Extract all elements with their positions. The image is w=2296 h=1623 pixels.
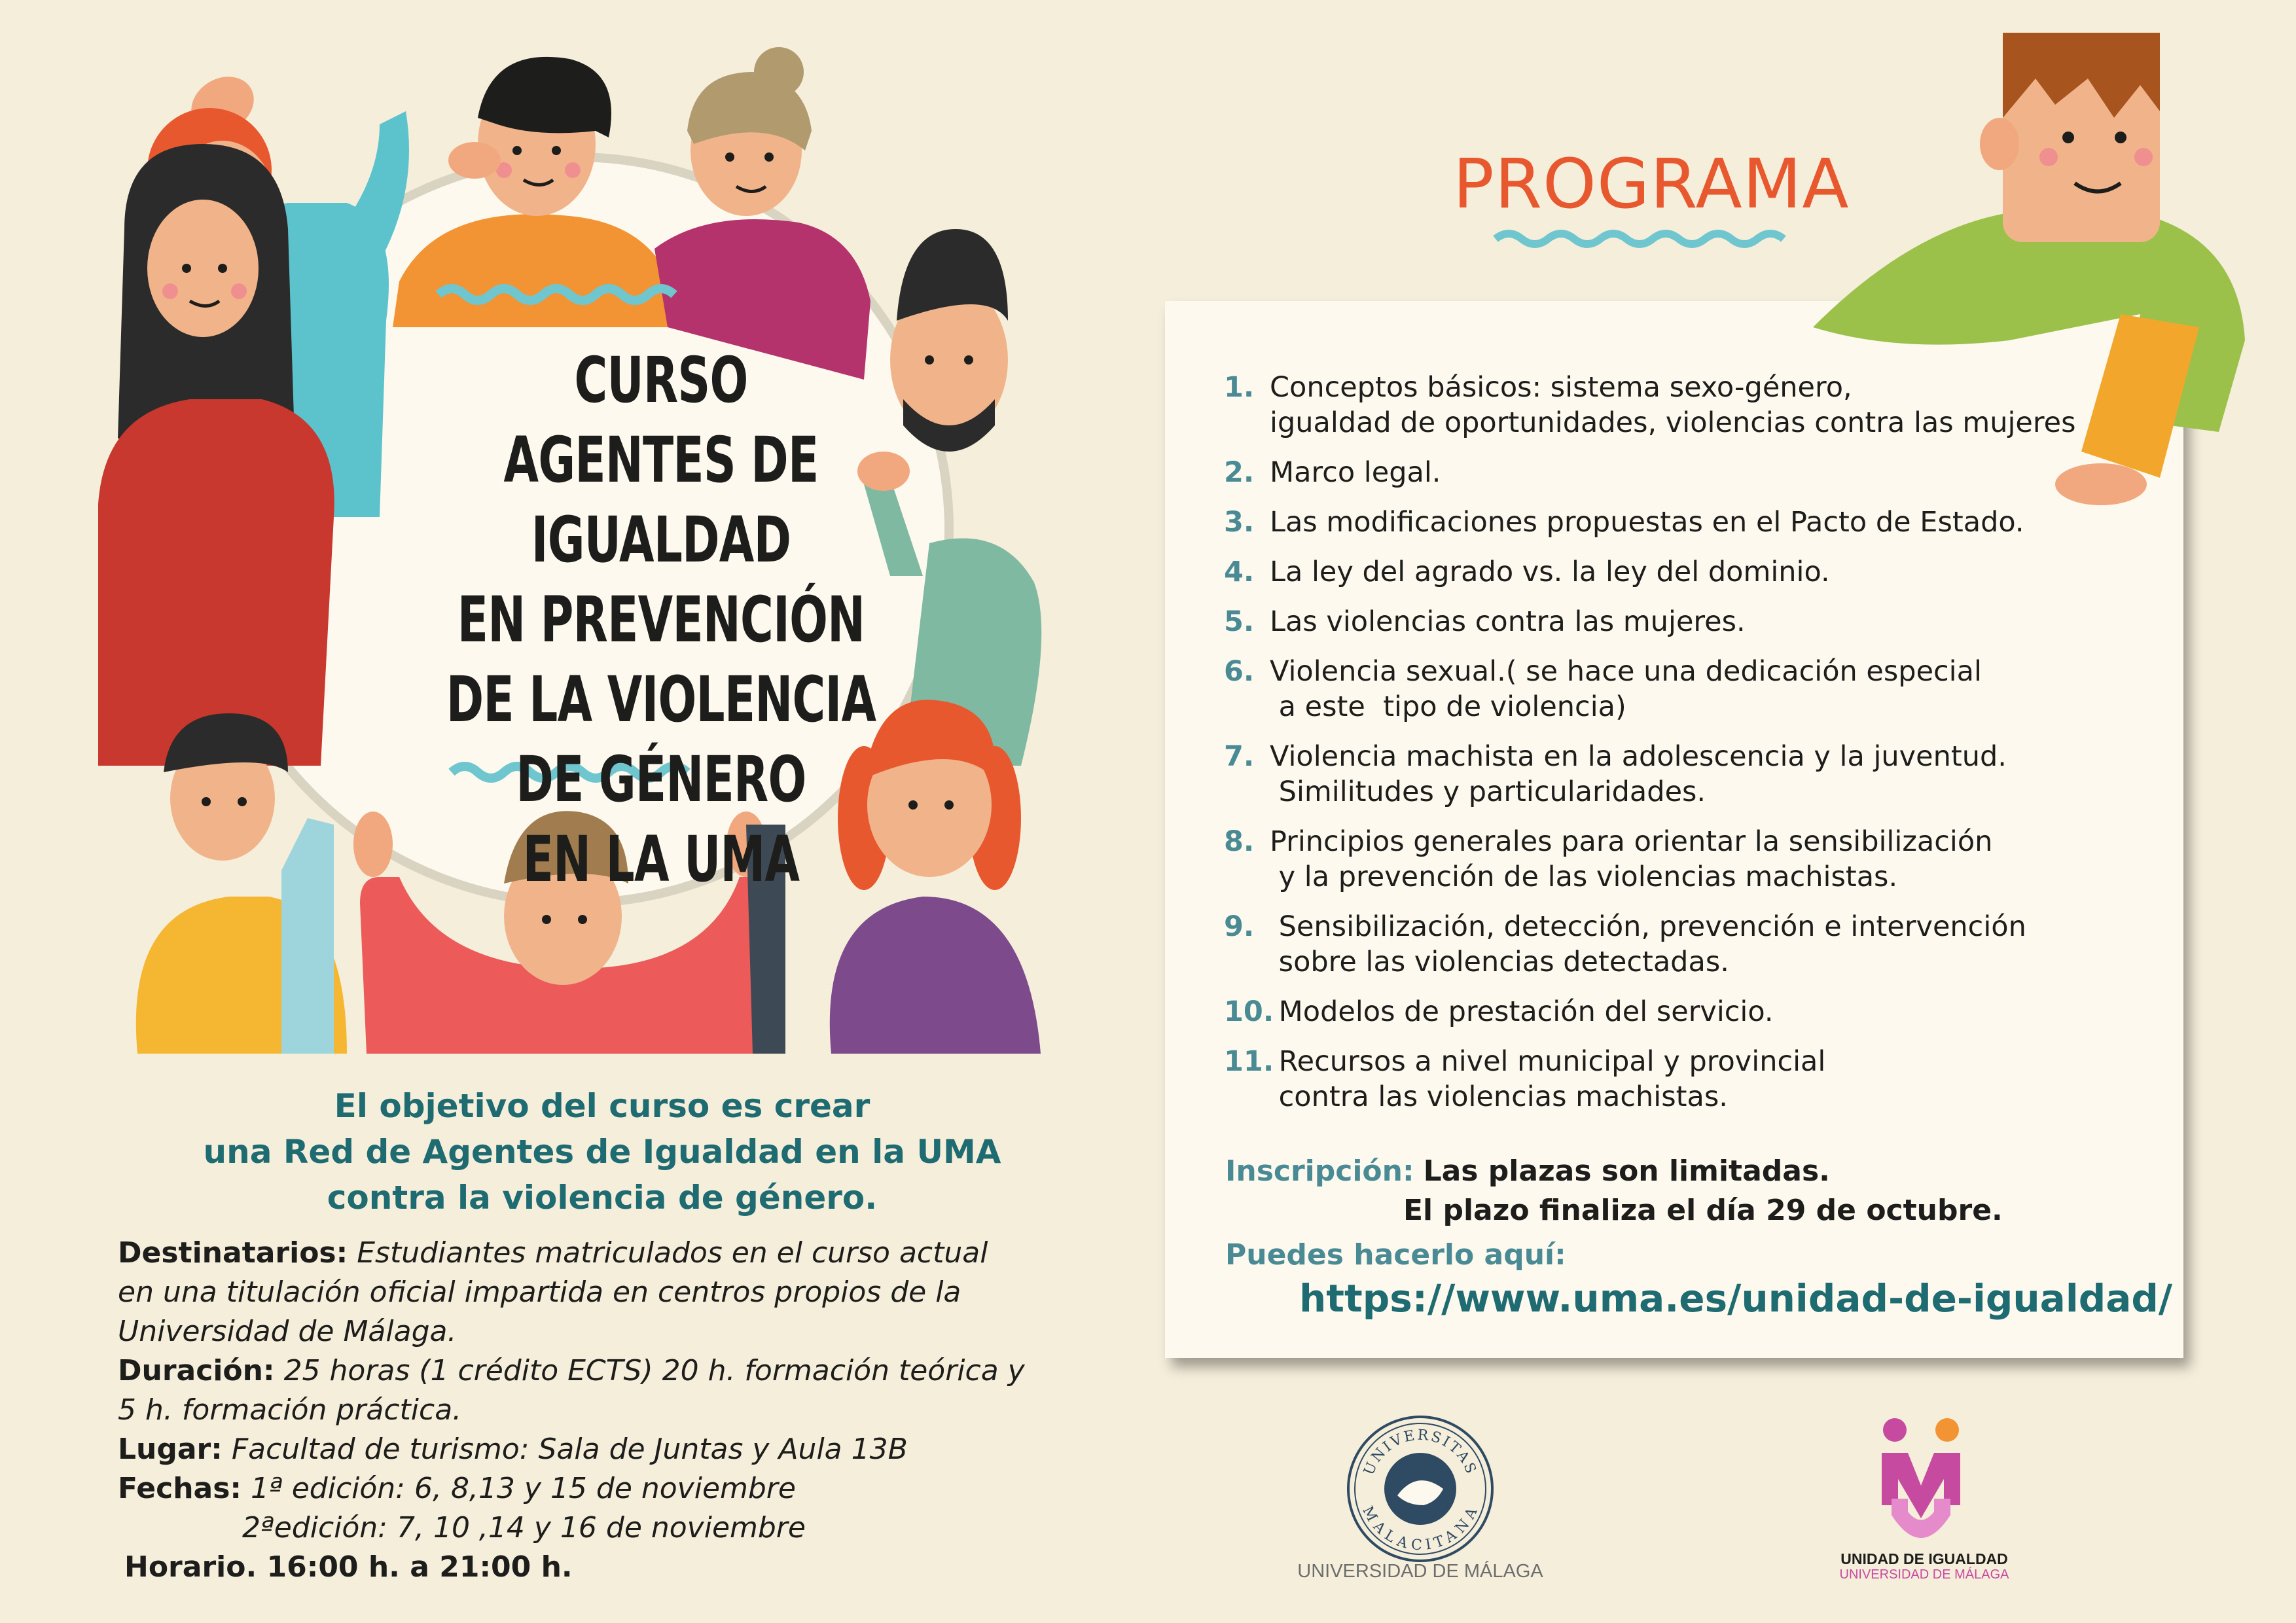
program-item-text: La ley del agrado vs. la ley del dominio. bbox=[1270, 556, 1830, 588]
program-item-text: Las violencias contra las mujeres. bbox=[1270, 605, 1746, 638]
program-item-text: a este tipo de violencia) bbox=[1270, 690, 1626, 723]
fechas-value: 1ª edición: 6, 8,13 y 15 de noviembre bbox=[251, 1472, 796, 1505]
course-details bbox=[118, 1234, 1047, 1587]
uma-seal-logo bbox=[1345, 1414, 1496, 1564]
duracion-row bbox=[118, 1351, 1047, 1391]
inscripcion-plazas: Las plazas son limitadas. bbox=[1423, 1154, 1830, 1188]
unidad-igualdad-subtitle: UNIVERSIDAD DE MÁLAGA bbox=[1839, 1567, 2009, 1582]
program-item bbox=[1224, 1044, 2179, 1115]
unidad-igualdad-logo bbox=[1875, 1414, 1967, 1544]
duracion-label: Duración: bbox=[118, 1354, 275, 1387]
unidad-igualdad-caption bbox=[1820, 1551, 2029, 1582]
program-item-number: 7. bbox=[1224, 740, 1255, 773]
program-item-number: 3. bbox=[1224, 506, 1255, 539]
objective-line: una Red de Agentes de Igualdad en la UMA bbox=[203, 1133, 1001, 1171]
program-item-number: 2. bbox=[1224, 456, 1255, 489]
destinatarios-value: en una titulación oficial impartida en centros propios de la bbox=[118, 1275, 961, 1309]
seal-text-bottom: MALACITANA bbox=[1359, 1503, 1482, 1554]
program-item-text: Similitudes y particularidades. bbox=[1270, 776, 1706, 808]
program-item-text: Las modificaciones propuestas en el Pacto de Estado. bbox=[1270, 506, 2024, 539]
program-item-text: igualdad de oportunidades, violencias contra las mujeres bbox=[1270, 406, 2076, 439]
course-title-line: EN LA UMA bbox=[522, 823, 800, 896]
objective-line: El objetivo del curso es crear bbox=[334, 1087, 870, 1125]
program-item bbox=[1224, 455, 2179, 490]
program-item-text: sobre las violencias detectadas. bbox=[1270, 946, 1729, 978]
program-item bbox=[1224, 654, 2179, 724]
program-item-number: 5. bbox=[1224, 605, 1255, 638]
course-objective bbox=[170, 1083, 1034, 1221]
objective-line: contra la violencia de género. bbox=[327, 1179, 878, 1217]
wave-programa-decoration bbox=[1492, 226, 1793, 252]
program-item-text: Sensibilización, detección, prevención e intervención bbox=[1270, 910, 2026, 943]
program-item-text: Recursos a nivel municipal y provincial bbox=[1270, 1045, 1826, 1078]
program-item-number: 9. bbox=[1224, 910, 1255, 943]
program-item-number: 6. bbox=[1224, 655, 1255, 688]
puedes-label: Puedes hacerlo aquí: bbox=[1225, 1238, 1566, 1272]
course-title bbox=[425, 340, 897, 899]
inscripcion-block bbox=[1225, 1152, 2174, 1275]
program-item bbox=[1224, 505, 2179, 540]
program-item bbox=[1224, 994, 2179, 1029]
program-item-text: Violencia sexual.( se hace una dedicación especial bbox=[1270, 655, 1982, 688]
horario: Horario. 16:00 h. a 21:00 h. bbox=[124, 1550, 573, 1584]
program-item bbox=[1224, 370, 2179, 440]
destinatarios-value: Universidad de Málaga. bbox=[118, 1315, 457, 1348]
lugar-value: Facultad de turismo: Sala de Juntas y Aula 13B bbox=[231, 1433, 908, 1466]
program-item-number: 10. bbox=[1224, 995, 1274, 1028]
program-item bbox=[1224, 824, 2179, 895]
fechas-label: Fechas: bbox=[118, 1472, 242, 1505]
unidad-igualdad-title: UNIDAD DE IGUALDAD bbox=[1840, 1550, 2008, 1567]
program-item-text: Violencia machista en la adolescencia y la juventud. bbox=[1270, 740, 2007, 773]
program-item-text: Marco legal. bbox=[1270, 456, 1441, 489]
lugar-row bbox=[118, 1430, 1047, 1469]
program-item-text: Conceptos básicos: sistema sexo-género, bbox=[1270, 371, 1852, 404]
fechas-value: 2ªedición: 7, 10 ,14 y 16 de noviembre bbox=[242, 1511, 806, 1544]
program-list bbox=[1224, 370, 2179, 1115]
destinatarios-value: Estudiantes matriculados en el curso actual bbox=[357, 1236, 988, 1270]
program-item-text: contra las violencias machistas. bbox=[1270, 1080, 1728, 1113]
programa-title: PROGRAMA bbox=[1453, 144, 1850, 224]
duracion-value: 5 h. formación práctica. bbox=[118, 1393, 462, 1427]
program-item bbox=[1224, 739, 2179, 810]
program-item bbox=[1224, 604, 2179, 639]
duracion-value: 25 horas (1 crédito ECTS) 20 h. formación teórica y bbox=[283, 1354, 1025, 1387]
program-item-text: Modelos de prestación del servicio. bbox=[1270, 995, 1774, 1028]
program-item bbox=[1224, 909, 2179, 980]
course-title-line: EN PREVENCIÓN bbox=[457, 583, 865, 656]
fechas-row bbox=[118, 1469, 1047, 1508]
destinatarios-label: Destinatarios: bbox=[118, 1236, 348, 1270]
program-item bbox=[1224, 554, 2179, 590]
course-title-line: DE LA VIOLENCIA DE GÉNERO bbox=[446, 663, 876, 816]
registration-link[interactable]: https://www.uma.es/unidad-de-igualdad/ bbox=[1299, 1276, 2173, 1321]
program-item-number: 11. bbox=[1224, 1045, 1274, 1078]
course-title-line: AGENTES DE IGUALDAD bbox=[503, 423, 819, 577]
inscripcion-plazo: El plazo finaliza el día 29 de octubre. bbox=[1403, 1194, 2003, 1227]
course-title-line: CURSO bbox=[574, 344, 748, 417]
inscripcion-label: Inscripción: bbox=[1225, 1154, 1414, 1188]
program-item-number: 1. bbox=[1224, 371, 1255, 404]
program-item-number: 4. bbox=[1224, 556, 1255, 588]
program-item-text: Principios generales para orientar la sensibilización bbox=[1270, 825, 1993, 858]
program-item-text: y la prevención de las violencias machistas. bbox=[1270, 861, 1898, 893]
destinatarios-row bbox=[118, 1234, 1047, 1273]
program-item-number: 8. bbox=[1224, 825, 1255, 858]
uma-caption: UNIVERSIDAD DE MÁLAGA bbox=[1297, 1561, 1543, 1582]
lugar-label: Lugar: bbox=[118, 1433, 223, 1466]
seal-text-top: UNIVERSITAS bbox=[1361, 1427, 1480, 1478]
